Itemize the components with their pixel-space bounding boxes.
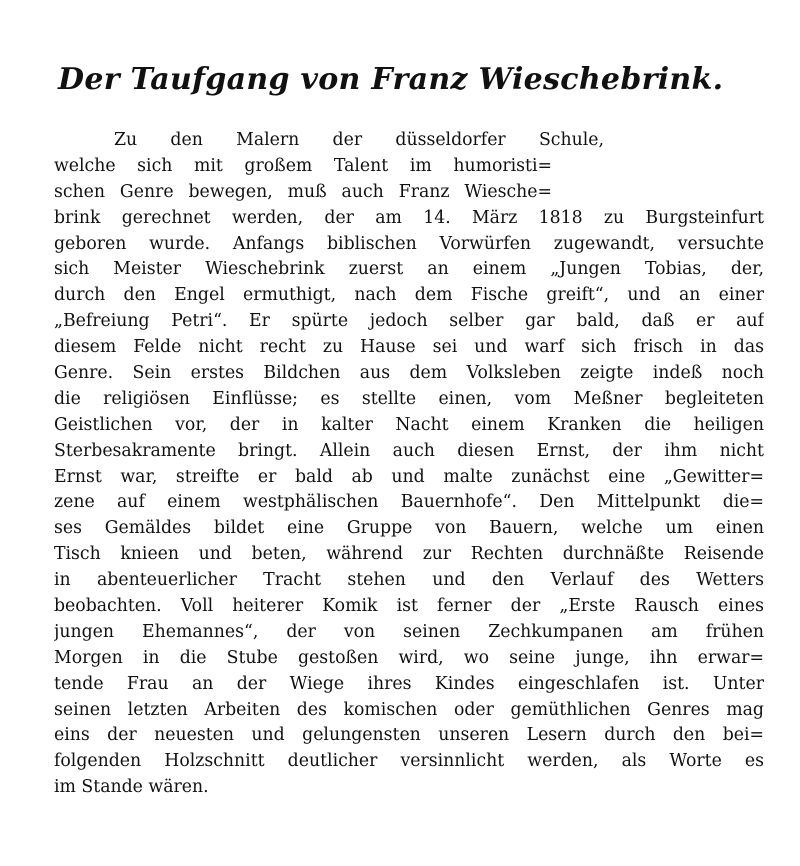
article-body xyxy=(54,128,764,801)
text-line: Zu den Malern der düsseldorfer Schule, xyxy=(114,130,604,150)
text-line: jungen Ehemannes“, der von seinen Zechkumpanen am frühen xyxy=(54,621,764,642)
text-line: brink gerechnet werden, der am 14. März 1818 zu Burgsteinfurt xyxy=(54,207,764,228)
text-line: Morgen in die Stube gestoßen wird, wo seine junge, ihn erwar= xyxy=(54,647,764,668)
text-line: diesem Felde nicht recht zu Hause sei und warf sich frisch in das xyxy=(54,337,764,358)
text-line: schen Genre bewegen, muß auch Franz Wiesche= xyxy=(54,181,552,202)
text-line: sich Meister Wieschebrink zuerst an einem „Jungen Tobias, der, xyxy=(54,259,764,280)
text-line: Genre. Sein erstes Bildchen aus dem Volksleben zeigte indeß noch xyxy=(54,363,764,384)
text-line: Geistlichen vor, der in kalter Nacht einem Kranken die heiligen xyxy=(54,414,764,435)
text-line: welche sich mit großem Talent im humoristi= xyxy=(54,155,552,176)
text-line: beobachten. Voll heiterer Komik ist ferner der „Erste Rausch eines xyxy=(54,596,764,617)
text-line: Tisch knieen und beten, während zur Rechten durchnäßte Reisende xyxy=(54,544,764,565)
text-line: geboren wurde. Anfangs biblischen Vorwürfen zugewandt, versuchte xyxy=(54,233,764,254)
text-line: „Befreiung Petri“. Er spürte jedoch selber gar bald, daß er auf xyxy=(54,311,764,332)
text-line: folgenden Holzschnitt deutlicher versinnlicht werden, als Worte es xyxy=(54,751,764,772)
text-line: Sterbesakramente bringt. Allein auch diesen Ernst, der ihm nicht xyxy=(54,440,764,461)
text-line: die religiösen Einflüsse; es stellte einen, vom Meßner begleiteten xyxy=(54,388,764,409)
article-title: Der Taufgang von Franz Wieschebrink. xyxy=(58,62,724,97)
text-line: tende Frau an der Wiege ihres Kindes eingeschlafen ist. Unter xyxy=(54,673,764,694)
text-line: im Stande wären. xyxy=(54,777,209,798)
text-line: zene auf einem westphälischen Bauernhofe“. Den Mittelpunkt die= xyxy=(54,492,764,513)
text-line: ses Gemäldes bildet eine Gruppe von Bauern, welche um einen xyxy=(54,518,764,539)
text-line: durch den Engel ermuthigt, nach dem Fische greift“, und an einer xyxy=(54,285,764,306)
text-line: eins der neuesten und gelungensten unseren Lesern durch den bei= xyxy=(54,725,764,746)
text-line: seinen letzten Arbeiten des komischen oder gemüthlichen Genres mag xyxy=(54,699,764,720)
text-line: in abenteuerlicher Tracht stehen und den Verlauf des Wetters xyxy=(54,570,764,591)
text-line: Ernst war, streifte er bald ab und malte zunächst eine „Gewitter= xyxy=(54,466,764,487)
